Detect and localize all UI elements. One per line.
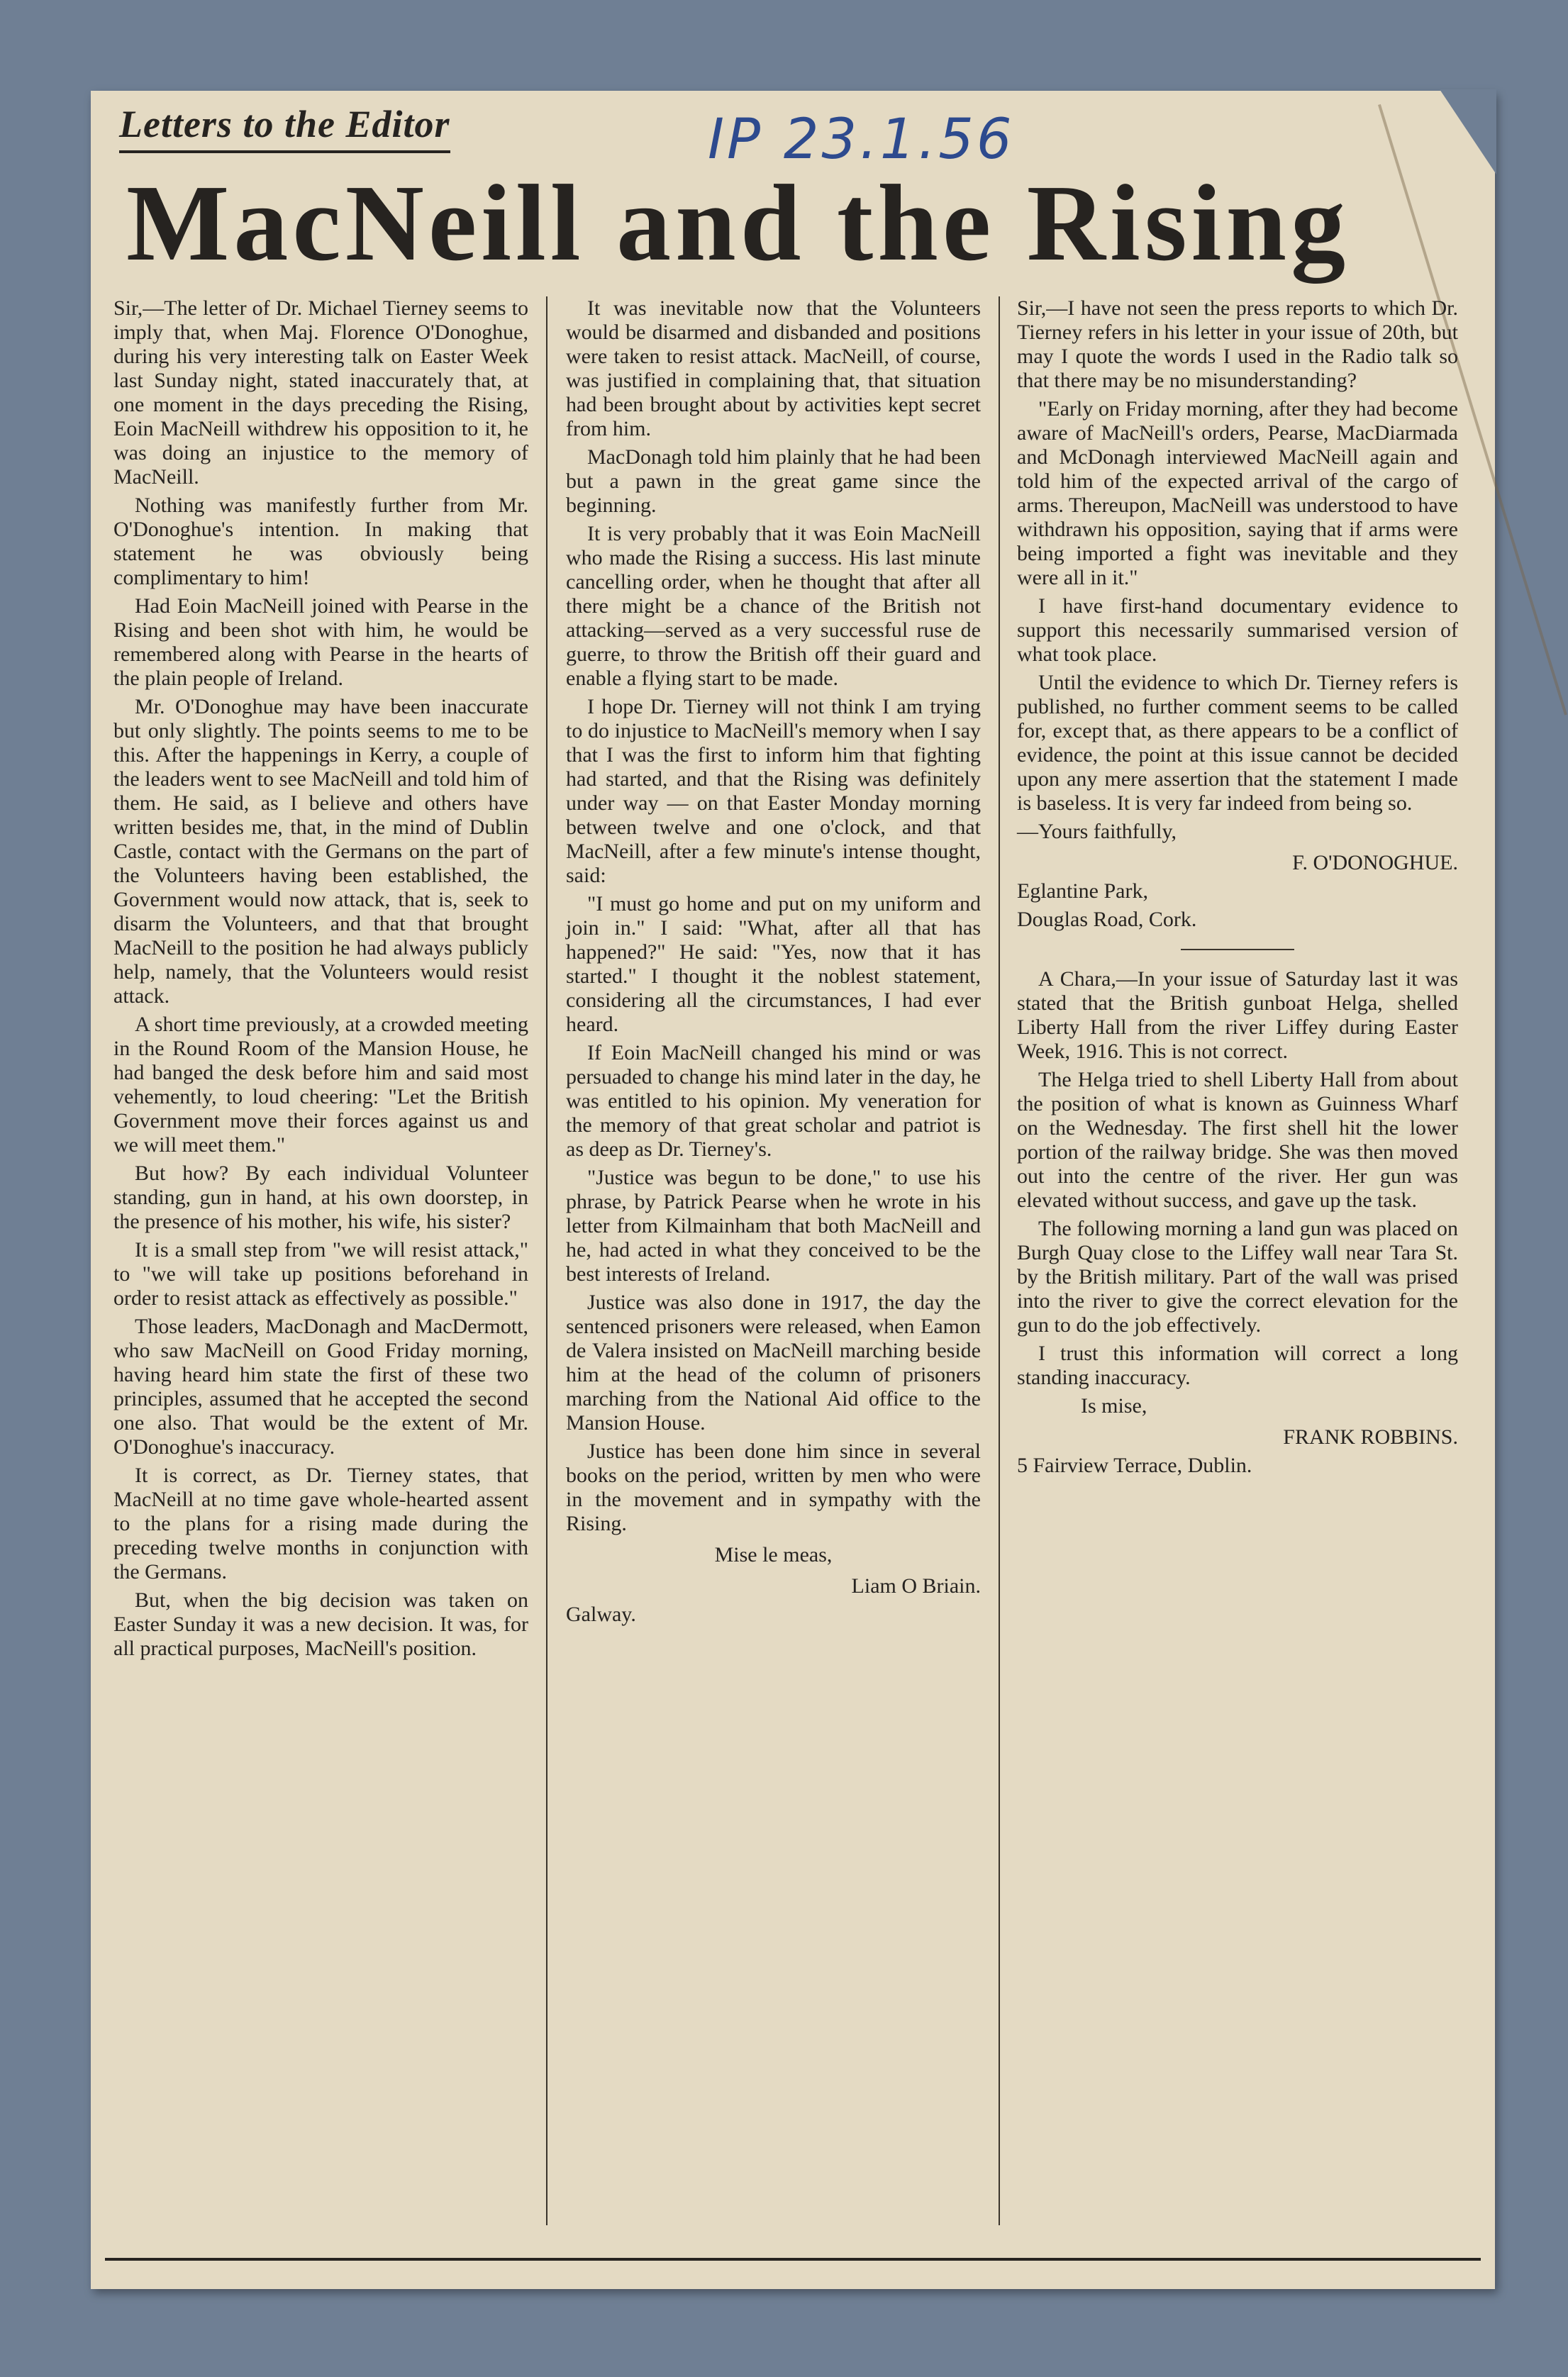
column-rule	[999, 296, 1000, 2225]
letter1-paragraph: But how? By each individual Volunteer standing, gun in hand, at his own doorstep, in the presence of his mother, his wife, his sister?	[113, 1162, 528, 1233]
letter1-paragraph: It was inevitable now that the Volunteers would be disarmed and disbanded and positions were taken to resist attack. MacNeill, of course, was justified in complaining that, that situation had been brought about by activities kept secret from him.	[566, 296, 981, 440]
letter1-paragraph: It is very probably that it was Eoin MacNeill who made the Rising a success. His last minute cancelling order, when he thought that after all there might be a chance of the British not attacking—served as a very successful ruse de guerre, to throw the British off their guard and enable a flying start to be made.	[566, 522, 981, 690]
letter1-paragraph: Nothing was manifestly further from Mr. O'Donoghue's intention. In making that statement he was obviously being complimentary to him!	[113, 494, 528, 589]
letter2-closing: —Yours faithfully,	[1017, 820, 1177, 843]
letter3-paragraph: A Chara,—In your issue of Saturday last it was stated that the British gunboat Helga, shelled Liberty Hall from the river Liffey during Easter Week, 1916. This is not correct.	[1017, 967, 1458, 1063]
letter1-paragraph: I hope Dr. Tierney will not think I am trying to do injustice to MacNeill's memory when I say that I was the first to inform him that fighting had started, and that the Rising was definitely under way — on that Easter Monday morning between twelve and one o'clock, and that MacNeill, after a few minute's intense thought, said:	[566, 695, 981, 887]
letter1-paragraph: Had Eoin MacNeill joined with Pearse in the Rising and been shot with him, he would be remembered along with Pearse in the hearts of the plain people of Ireland.	[113, 594, 528, 690]
newspaper-clipping	[91, 91, 1495, 2289]
letter1-paragraph: A short time previously, at a crowded meeting in the Round Room of the Mansion House, he had banged the desk before him and said most vehemently, to loud cheering: "Let the British Government move their forces against us and we will meet them."	[113, 1013, 528, 1157]
letter3-signature: FRANK ROBBINS.	[1283, 1425, 1458, 1449]
letter1-paragraph: Those leaders, MacDonagh and MacDermott, who saw MacNeill on Good Friday morning, having heard him state the first of these two principles, assumed that he accepted the second one also. That would be the extent of Mr. O'Donoghue's inaccuracy.	[113, 1315, 528, 1459]
letter1-paragraph: But, when the big decision was taken on Easter Sunday it was a new decision. It was, for all practical purposes, MacNeill's position.	[113, 1588, 528, 1660]
letter1-paragraph: It is correct, as Dr. Tierney states, that MacNeill at no time gave whole-hearted assent to the plans for a rising made during the preceding twelve months in conjunction with the Germans.	[113, 1464, 528, 1583]
letter1-closing: Mise le meas,	[714, 1543, 833, 1566]
letter3-paragraph: I trust this information will correct a long standing inaccuracy.	[1017, 1342, 1458, 1389]
letter2-paragraph: Sir,—I have not seen the press reports to which Dr. Tierney refers in his letter in your issue of 20th, but may I quote the words I used in the Radio talk so that there may be no misunderstanding?	[1017, 296, 1458, 392]
letter1-paragraph: It is a small step from "we will resist attack," to "we will take up positions beforehand in order to resist attack as effectively as possible."	[113, 1238, 528, 1310]
letter1-paragraph: MacDonagh told him plainly that he had been but a pawn in the great game since the beginning.	[566, 445, 981, 517]
letter1-paragraph: Sir,—The letter of Dr. Michael Tierney seems to imply that, when Maj. Florence O'Donoghue, during his very interesting talk on Easter Week last Sunday night, stated inaccurately that, at one moment in the days preceding the Rising, Eoin MacNeill withdrew his opposition to it, he was doing an injustice to the memory of MacNeill.	[113, 296, 528, 489]
headline: MacNeill and the Rising	[126, 163, 1350, 284]
letter2-paragraph: I have first-hand documentary evidence to support this necessarily summarised version of what took place.	[1017, 594, 1458, 666]
letter1-paragraph: Justice has been done him since in several books on the period, written by men who were in the movement and in sympathy with the Rising.	[566, 1440, 981, 1535]
column-rule	[546, 296, 547, 2225]
letter3-paragraph: The Helga tried to shell Liberty Hall from about the position of what is known as Guinness Wharf on the Wednesday. The first shell hit the lower portion of the railway bridge. She was then moved out into the centre of the river. Her gun was elevated without success, and gave up the task.	[1017, 1068, 1458, 1212]
letter1-paragraph: "I must go home and put on my uniform and join in." I said: "What, after all that has happened?" He said: "Yes, now that it has started." I thought it the noblest statement, considering all the circumstances, I had ever heard.	[566, 892, 981, 1036]
torn-corner	[1440, 89, 1496, 174]
column-3	[1017, 296, 1458, 1482]
letter1-place: Galway.	[566, 1603, 636, 1626]
letter2-signature: F. O'DONOGHUE.	[1292, 851, 1458, 874]
letter2-paragraph: Until the evidence to which Dr. Tierney refers is published, no further comment seems to be called for, except that, as there appears to be a conflict of evidence, the point at this issue cannot be decided upon any mere assertion that the statement I made is baseless. It is very far indeed from being so.	[1017, 671, 1458, 815]
letter2-address: Eglantine Park,	[1017, 879, 1148, 903]
letter3-address: 5 Fairview Terrace, Dublin.	[1017, 1454, 1252, 1477]
letter1-paragraph: "Justice was begun to be done," to use his phrase, by Patrick Pearse when he wrote in his letter from Kilmainham that both MacNeill and he, had acted in what they conceived to be the best interests of Ireland.	[566, 1166, 981, 1286]
handwritten-date-note: IP 23.1.56	[708, 108, 1015, 172]
letter1-paragraph: If Eoin MacNeill changed his mind or was persuaded to change his mind later in the day, he was entitled to his opinion. My veneration for the memory of that great scholar and patriot is as deep as Dr. Tierney's.	[566, 1041, 981, 1161]
letter1-signature: Liam O Briain.	[851, 1574, 981, 1598]
letter1-paragraph: Justice was also done in 1917, the day the sentenced prisoners were released, when Eamon de Valera insisted on MacNeill marching beside him at the head of the column of prisoners marching from the National Aid office to the Mansion House.	[566, 1291, 981, 1435]
column-2	[566, 296, 981, 1631]
section-heading: Letters to the Editor	[119, 102, 450, 153]
letter1-paragraph: Mr. O'Donoghue may have been inaccurate but only slightly. The points seems to me to be this. After the happenings in Kerry, a couple of the leaders went to see MacNeill and told him of them. He said, as I believe and others have written besides me, that, in the mind of Dublin Castle, contact with the Germans on the part of the Volunteers having been established, the Government would now attack, that is, seek to disarm the Volunteers, and that that brought MacNeill to the position he had always publicly help, namely, that the Volunteers would resist attack.	[113, 695, 528, 1008]
letter3-paragraph: The following morning a land gun was placed on Burgh Quay close to the Liffey wall near Tara St. by the British military. Part of the wall was prised into the river to give the correct elevation for the gun to do the job effectively.	[1017, 1217, 1458, 1337]
bottom-rule	[105, 2258, 1481, 2261]
letter3-closing: Is mise,	[1081, 1394, 1147, 1418]
letter2-paragraph: "Early on Friday morning, after they had become aware of MacNeill's orders, Pearse, MacDiarmada and McDonagh interviewed MacNeill again and told him of the expected arrival of the cargo of arms. Thereupon, MacNeill was understood to have withdrawn his opposition, saying that if arms were being imported a fight was inevitable and they were all in it."	[1017, 397, 1458, 589]
letter-separator	[1181, 949, 1294, 950]
letter2-address: Douglas Road, Cork.	[1017, 908, 1197, 931]
column-1	[113, 296, 528, 1665]
